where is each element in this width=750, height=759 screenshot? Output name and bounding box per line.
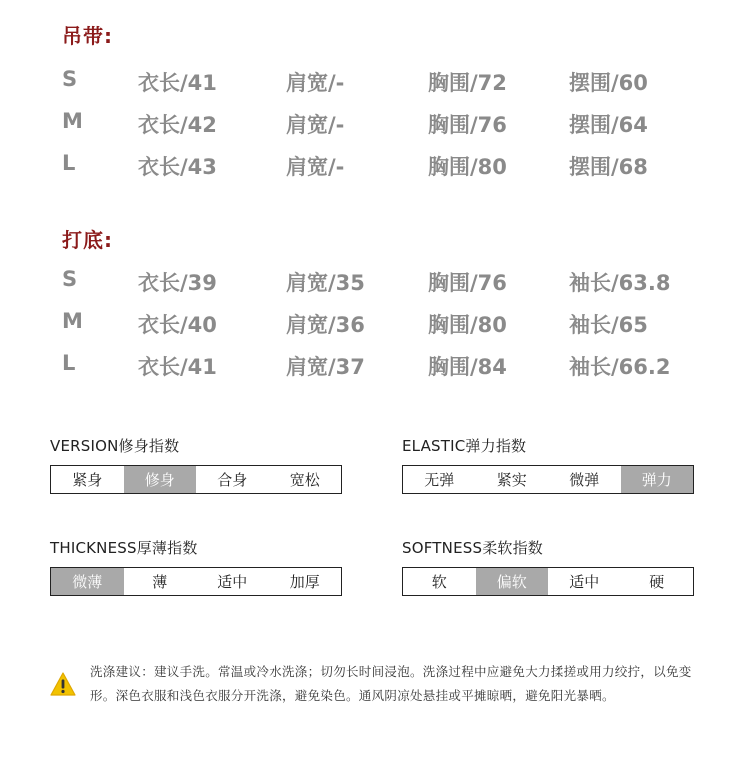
version-index (50, 435, 342, 494)
sleeve-value: 袖长/65 (569, 313, 648, 337)
thickness-scale (50, 567, 342, 596)
shoulder-value: 肩宽/36 (286, 313, 365, 337)
care-text: 洗涤建议：建议手洗。常温或冷水洗涤；切勿长时间浸泡。洗涤过程中应避免大力揉搓或用力绞拧，以免变形。深色衣服和浅色衣服分开洗涤，避免染色。通风阴凉处悬挂或平摊晾晒，避免阳光暴晒。 (90, 664, 692, 703)
thickness-option: 适中 (196, 568, 269, 595)
size-label: M (62, 309, 83, 333)
size-label: M (62, 109, 83, 133)
elastic-option: 微弹 (548, 466, 621, 493)
bust-value: 胸围/80 (428, 313, 507, 337)
softness-option: 硬 (621, 568, 694, 595)
thickness-index-title: THICKNESS厚薄指数 (50, 539, 198, 557)
size-label: S (62, 67, 78, 91)
shoulder-value: 肩宽/- (286, 71, 345, 95)
section-title-base-layer: 打底: (62, 228, 113, 252)
version-scale (50, 465, 342, 494)
size-row (62, 67, 722, 109)
length-value: 衣长/43 (138, 155, 217, 179)
elastic-index-title: ELASTIC弹力指数 (402, 437, 527, 455)
length-value: 衣长/40 (138, 313, 217, 337)
elastic-option-selected: 弹力 (621, 466, 694, 493)
length-value: 衣长/39 (138, 271, 217, 295)
hem-value: 摆围/64 (569, 113, 648, 137)
size-row (62, 309, 722, 351)
size-row (62, 267, 722, 309)
softness-index (402, 537, 694, 596)
softness-index-title: SOFTNESS柔软指数 (402, 539, 543, 557)
softness-option-selected: 偏软 (476, 568, 549, 595)
warning-icon (50, 672, 76, 696)
size-label: L (62, 351, 76, 375)
hem-value: 摆围/68 (569, 155, 648, 179)
elastic-option: 紧实 (476, 466, 549, 493)
bust-value: 胸围/76 (428, 113, 507, 137)
bust-value: 胸围/72 (428, 71, 507, 95)
size-label: S (62, 267, 78, 291)
version-option: 紧身 (51, 466, 124, 493)
size-row (62, 351, 722, 393)
length-value: 衣长/42 (138, 113, 217, 137)
size-table-base-layer (62, 267, 722, 393)
sleeve-value: 袖长/63.8 (569, 271, 671, 295)
size-row (62, 151, 722, 193)
size-label: L (62, 151, 76, 175)
sleeve-value: 袖长/66.2 (569, 355, 671, 379)
section-title-camisole: 吊带: (62, 24, 113, 48)
version-option: 合身 (196, 466, 269, 493)
shoulder-value: 肩宽/- (286, 155, 345, 179)
shoulder-value: 肩宽/37 (286, 355, 365, 379)
bust-value: 胸围/76 (428, 271, 507, 295)
elastic-option: 无弹 (403, 466, 476, 493)
bust-value: 胸围/80 (428, 155, 507, 179)
softness-option: 适中 (548, 568, 621, 595)
version-index-title: VERSION修身指数 (50, 437, 180, 455)
bust-value: 胸围/84 (428, 355, 507, 379)
size-table-camisole (62, 67, 722, 193)
hem-value: 摆围/60 (569, 71, 648, 95)
length-value: 衣长/41 (138, 71, 217, 95)
thickness-option-selected: 微薄 (51, 568, 124, 595)
version-option: 宽松 (269, 466, 342, 493)
size-row (62, 109, 722, 151)
softness-scale (402, 567, 694, 596)
length-value: 衣长/41 (138, 355, 217, 379)
thickness-index (50, 537, 342, 596)
version-option-selected: 修身 (124, 466, 197, 493)
thickness-option: 加厚 (269, 568, 342, 595)
shoulder-value: 肩宽/35 (286, 271, 365, 295)
shoulder-value: 肩宽/- (286, 113, 345, 137)
thickness-option: 薄 (124, 568, 197, 595)
elastic-scale (402, 465, 694, 494)
softness-option: 软 (403, 568, 476, 595)
elastic-index (402, 435, 694, 494)
